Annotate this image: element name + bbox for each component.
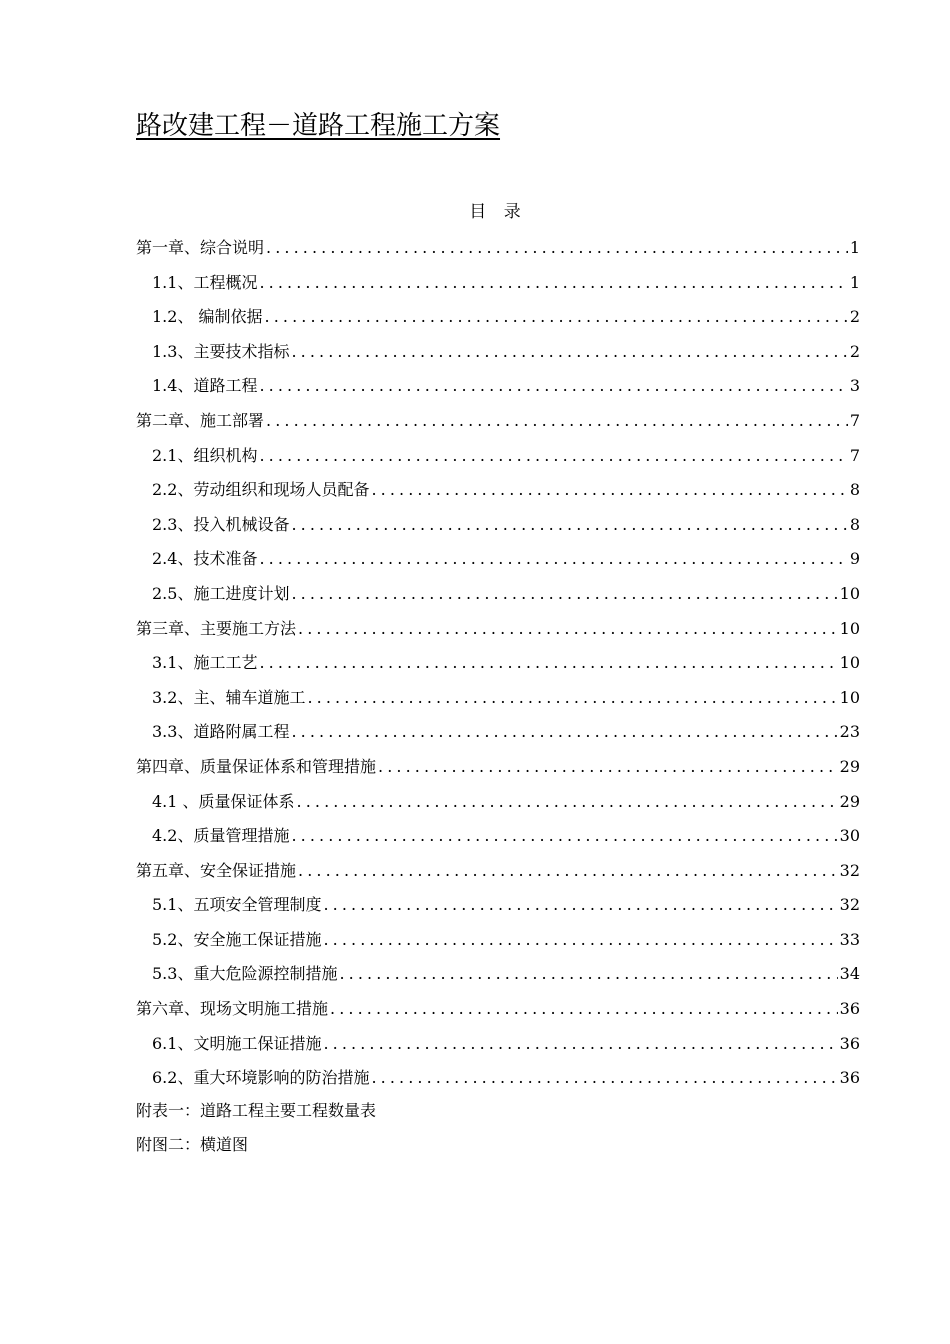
toc-page-number: 29 [839,791,860,811]
toc-entry-label: 3.3、道路附属工程 [152,722,290,742]
toc-section-entry[interactable] [136,821,860,856]
toc-entry-label: 6.2、重大环境影响的防治措施 [152,1068,370,1088]
toc-section-entry[interactable] [136,579,860,614]
toc-chapter-entry[interactable] [136,994,860,1029]
toc-page-number: 2 [849,341,860,361]
toc-entry-label: 2.1、组织机构 [152,445,258,465]
toc-dot-leader [259,544,847,574]
table-of-contents [136,233,860,1098]
toc-section-entry[interactable] [136,683,860,718]
toc-dot-leader [291,579,837,609]
toc-dot-leader [291,717,837,747]
toc-dot-leader [297,787,838,817]
toc-section-entry[interactable] [136,544,860,579]
toc-entry-label: 3.2、主、辅车道施工 [152,687,306,707]
toc-entry-label: 第一章、综合说明 [136,238,265,257]
toc-entry-label: 5.1、五项安全管理制度 [152,895,322,915]
toc-section-entry[interactable] [136,371,860,406]
toc-entry-label: 2.3、投入机械设备 [152,514,290,534]
toc-entry-label: 2.4、技术准备 [152,549,258,569]
toc-page-number: 10 [839,653,860,673]
toc-page-number: 29 [839,756,860,776]
toc-section-entry[interactable] [136,510,860,545]
toc-chapter-entry[interactable] [136,752,860,787]
toc-section-entry[interactable] [136,925,860,960]
toc-section-entry[interactable] [136,302,860,337]
toc-dot-leader [291,821,837,851]
toc-dot-leader [298,614,838,644]
toc-page-number: 32 [839,895,860,915]
toc-entry-label: 1.2、 编制依据 [152,307,263,327]
toc-page-number: 10 [839,618,860,638]
toc-entry-label: 5.2、安全施工保证措施 [152,929,322,949]
toc-section-entry[interactable] [136,475,860,510]
appendix-figure-2: 附图二：横道图 [136,1135,249,1154]
toc-page-number: 34 [839,964,860,984]
toc-entry-label: 第二章、施工部署 [136,410,265,430]
toc-page-number: 1 [849,272,860,292]
toc-section-entry[interactable] [136,890,860,925]
toc-section-entry[interactable] [136,1029,860,1064]
toc-dot-leader [371,1063,837,1093]
toc-entry-label: 6.1、文明施工保证措施 [152,1033,322,1053]
toc-section-entry[interactable] [136,1063,860,1098]
toc-page-number: 3 [849,376,860,396]
toc-page-number: 9 [849,549,860,569]
toc-page-number: 7 [849,445,860,465]
toc-dot-leader [259,268,847,298]
toc-entry-label: 2.5、施工进度计划 [152,583,290,603]
toc-entry-label: 第五章、安全保证措施 [136,860,297,880]
toc-page-number: 32 [839,860,860,880]
toc-page-number: 2 [849,307,860,327]
toc-page-number: 10 [839,687,860,707]
toc-chapter-entry[interactable] [136,406,860,441]
toc-section-entry[interactable] [136,268,860,303]
toc-chapter-entry[interactable] [136,614,860,649]
toc-chapter-entry[interactable] [136,856,860,891]
toc-page-number: 36 [839,1068,860,1088]
toc-entry-label: 2.2、劳动组织和现场人员配备 [152,480,370,500]
toc-dot-leader [339,959,837,989]
toc-entry-label: 4.2、质量管理措施 [152,826,290,846]
toc-section-entry[interactable] [136,959,860,994]
toc-page-number: 36 [839,1033,860,1053]
toc-entry-label: 1.4、道路工程 [152,376,258,396]
toc-page-number: 33 [839,929,860,949]
toc-page-number: 36 [839,999,860,1019]
toc-dot-leader [259,441,847,471]
toc-entry-label: 第三章、主要施工方法 [136,618,297,638]
toc-entry-label: 第四章、质量保证体系和管理措施 [136,756,377,776]
toc-page-number: 1 [849,238,860,257]
toc-dot-leader [323,1029,837,1059]
toc-entry-label: 4.1 、质量保证体系 [152,791,295,811]
toc-page-number: 7 [849,410,860,430]
toc-dot-leader [259,371,847,401]
toc-dot-leader [266,233,848,263]
toc-entry-label: 1.1、工程概况 [152,272,258,292]
toc-dot-leader [291,337,847,367]
toc-heading: 目 录 [469,202,527,222]
toc-section-entry[interactable] [136,337,860,372]
toc-dot-leader [259,648,837,678]
toc-dot-leader [323,890,837,920]
toc-page-number: 8 [849,480,860,500]
toc-dot-leader [323,925,837,955]
toc-entry-label: 5.3、重大危险源控制措施 [152,964,338,984]
toc-dot-leader [291,510,847,540]
toc-section-entry[interactable] [136,717,860,752]
toc-chapter-entry[interactable] [136,233,860,268]
toc-page-number: 23 [839,722,860,742]
toc-section-entry[interactable] [136,441,860,476]
toc-dot-leader [371,475,847,505]
toc-entry-label: 1.3、主要技术指标 [152,341,290,361]
toc-dot-leader [266,406,848,436]
toc-dot-leader [378,752,838,782]
document-title: 路改建工程－道路工程施工方案 [136,111,501,141]
toc-dot-leader [307,683,837,713]
toc-page-number: 10 [839,583,860,603]
toc-dot-leader [265,302,848,332]
toc-dot-leader [298,856,838,886]
toc-section-entry[interactable] [136,787,860,822]
toc-entry-label: 第六章、现场文明施工措施 [136,999,329,1019]
toc-entry-label: 3.1、施工工艺 [152,653,258,673]
toc-page-number: 8 [849,514,860,534]
toc-section-entry[interactable] [136,648,860,683]
toc-dot-leader [330,994,838,1024]
toc-page-number: 30 [839,826,860,846]
appendix-table-1: 附表一：道路工程主要工程数量表 [136,1101,377,1120]
